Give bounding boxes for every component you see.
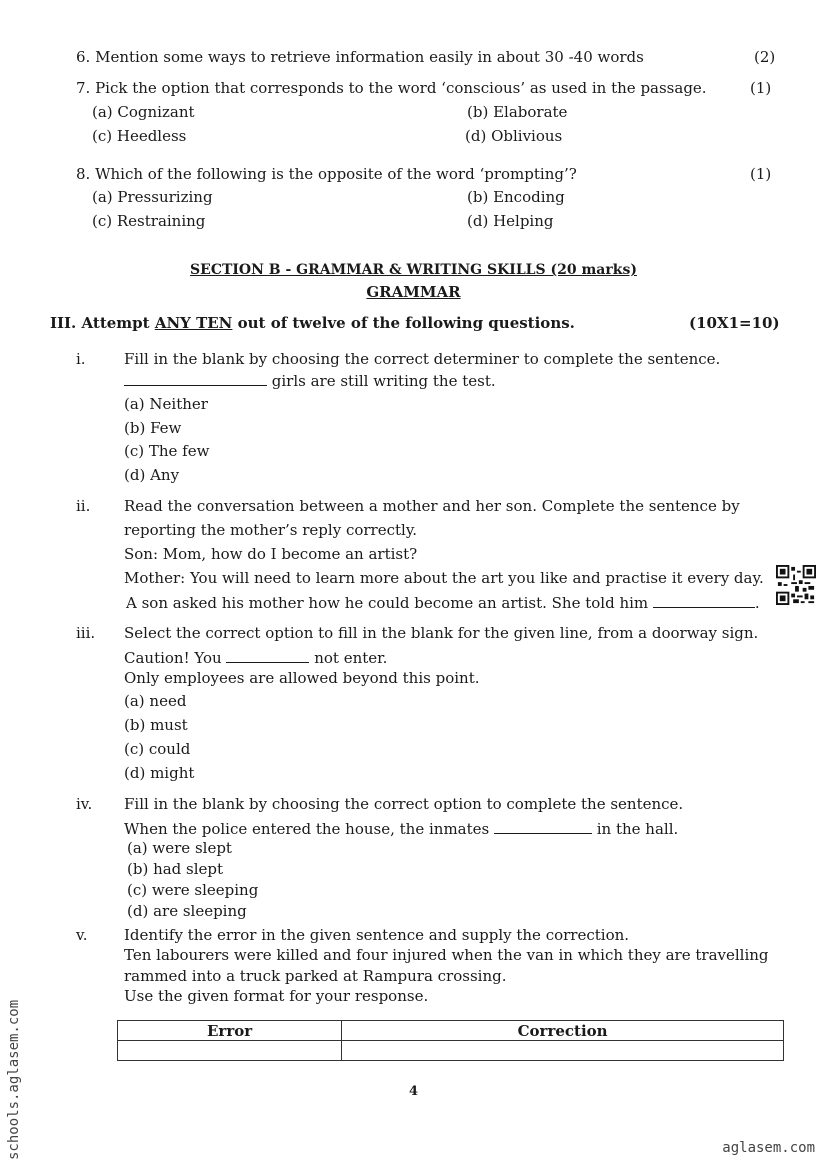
- qv-line2: Ten labourers were killed and four injured when the van in which they are travelling: [124, 946, 769, 964]
- qii-report-end: .: [754, 594, 760, 612]
- question-8-marks: (1): [750, 165, 772, 183]
- q7-option-b: (b) Elaborate: [467, 103, 568, 121]
- qiv-text: Fill in the blank by choosing the correct option to complete the sentence.: [124, 795, 684, 813]
- qiii-text: Select the correct option to fill in the blank for the given line, from a doorway sign.: [124, 624, 759, 642]
- qi-option-a: (a) Neither: [124, 395, 208, 413]
- qr-code-icon: [776, 565, 816, 605]
- qii-report: [126, 593, 760, 612]
- qv-text: Identify the error in the given sentence and supply the correction.: [124, 926, 630, 944]
- question-6: 6. Mention some ways to retrieve information easily in about 30 -40 words: [76, 48, 644, 66]
- section-subtitle: GRAMMAR: [366, 283, 461, 301]
- error-header: Error: [118, 1021, 342, 1041]
- qiii-option-d: (d) might: [124, 764, 195, 782]
- qi-text: Fill in the blank by choosing the correct determiner to complete the sentence.: [124, 350, 721, 368]
- qv-number: v.: [76, 926, 88, 944]
- q7-option-a: (a) Cognizant: [92, 103, 195, 121]
- qi-sentence-text: girls are still writing the test.: [267, 372, 496, 390]
- table-row: [118, 1041, 784, 1061]
- page-number: 4: [409, 1084, 419, 1099]
- qiii-number: iii.: [76, 624, 96, 642]
- blank: [494, 819, 592, 834]
- q8-option-c: (c) Restraining: [92, 212, 206, 230]
- footer-link[interactable]: aglasem.com: [722, 1140, 815, 1156]
- part-iii-marks: (10X1=10): [689, 314, 780, 332]
- part-iii-post: out of twelve of the following questions.: [232, 314, 575, 332]
- q8-option-d: (d) Helping: [467, 212, 554, 230]
- qii-mother: Mother: You will need to learn more about the art you like and practise it every day.: [124, 569, 764, 587]
- qiii-sign-start: Caution! You: [124, 649, 227, 667]
- question-7-marks: (1): [750, 79, 772, 97]
- blank: [124, 371, 267, 386]
- q7-option-d: (d) Oblivious: [465, 127, 563, 145]
- part-iii-pre: Attempt: [81, 314, 155, 332]
- qi-number: i.: [76, 350, 86, 368]
- qii-son: Son: Mom, how do I become an artist?: [124, 545, 418, 563]
- blank: [653, 593, 755, 608]
- error-cell[interactable]: [118, 1041, 342, 1061]
- qii-line1: Read the conversation between a mother and her son. Complete the sentence by: [124, 497, 740, 515]
- qi-sentence: [124, 371, 496, 390]
- correction-header: Correction: [342, 1021, 784, 1041]
- qi-option-b: (b) Few: [124, 419, 182, 437]
- qii-number: ii.: [76, 497, 91, 515]
- qiii-option-c: (c) could: [124, 740, 191, 758]
- qiii-option-a: (a) need: [124, 692, 187, 710]
- q8-option-b: (b) Encoding: [467, 188, 565, 206]
- question-6-marks: (2): [754, 48, 776, 66]
- question-8: 8. Which of the following is the opposite of the word ‘prompting’?: [76, 165, 577, 183]
- qiv-option-c: (c) were sleeping: [127, 881, 259, 899]
- correction-cell[interactable]: [342, 1041, 784, 1061]
- qii-report-text: A son asked his mother how he could become an artist. She told him: [126, 594, 653, 612]
- qi-option-d: (d) Any: [124, 466, 180, 484]
- q8-option-a: (a) Pressurizing: [92, 188, 213, 206]
- qii-line2: reporting the mother’s reply correctly.: [124, 521, 418, 539]
- qiv-option-d: (d) are sleeping: [127, 902, 247, 920]
- part-iii-number: III.: [50, 314, 77, 332]
- qi-option-c: (c) The few: [124, 442, 210, 460]
- qiii-option-b: (b) must: [124, 716, 188, 734]
- qiv-number: iv.: [76, 795, 93, 813]
- qv-line4: Use the given format for your response.: [124, 987, 429, 1005]
- table-row: [118, 1021, 784, 1041]
- qiv-sentence-start: When the police entered the house, the inmates: [124, 820, 494, 838]
- part-iii-emphasis: ANY TEN: [154, 314, 233, 332]
- question-7: 7. Pick the option that corresponds to the word ‘conscious’ as used in the passage.: [76, 79, 707, 97]
- part-iii-instruction: [50, 314, 575, 332]
- q7-option-c: (c) Heedless: [92, 127, 187, 145]
- response-table: [117, 1020, 784, 1061]
- watermark: schools.aglasem.com: [6, 999, 22, 1160]
- qiv-option-a: (a) were slept: [127, 839, 232, 857]
- qiv-sentence-end: in the hall.: [591, 820, 679, 838]
- qiv-option-b: (b) had slept: [127, 860, 224, 878]
- blank: [226, 648, 309, 663]
- section-title: SECTION B - GRAMMAR & WRITING SKILLS (20 marks): [190, 262, 637, 278]
- qiii-sign-end: not enter.: [309, 649, 388, 667]
- qiii-line3: Only employees are allowed beyond this point.: [124, 669, 480, 687]
- qiii-sign: [124, 648, 387, 667]
- qiv-sentence: [124, 819, 678, 838]
- qv-line3: rammed into a truck parked at Rampura crossing.: [124, 967, 507, 985]
